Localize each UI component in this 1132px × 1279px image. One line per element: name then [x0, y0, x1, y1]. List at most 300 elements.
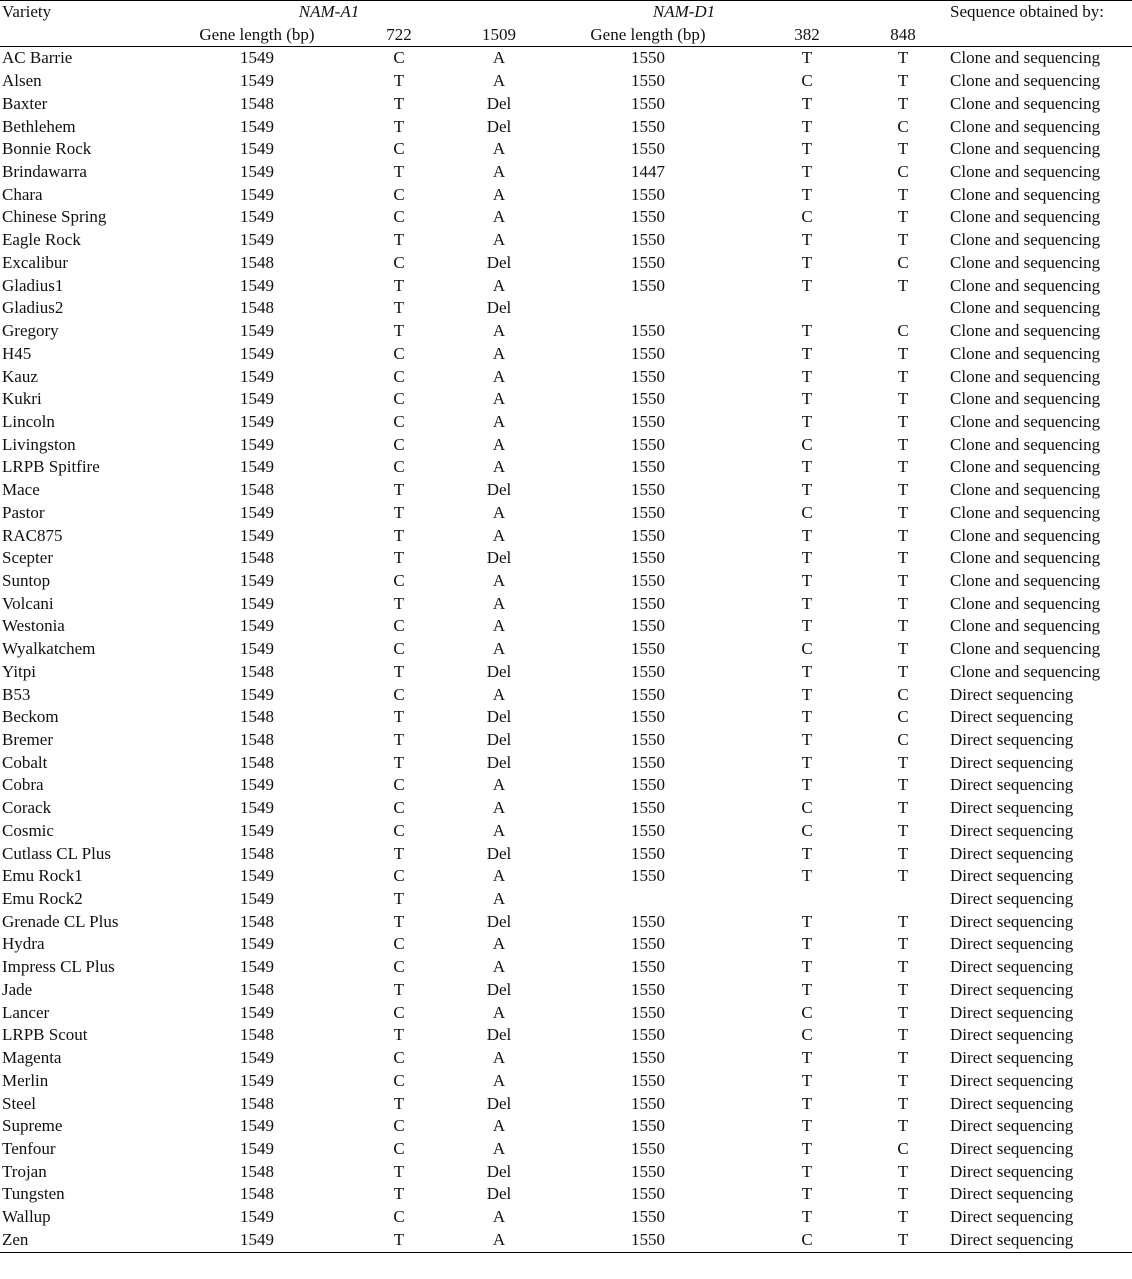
variety-cell: Bonnie Rock — [2, 139, 92, 159]
d1-gene-length-cell: 1550 — [631, 1207, 665, 1227]
sequence-method-cell: Clone and sequencing — [950, 411, 1101, 431]
d1-pos-848-cell: T — [897, 1025, 909, 1045]
d1-pos-382-cell — [758, 297, 856, 320]
variety-cell: Kukri — [2, 389, 42, 409]
d1-gene-length-cell: 1550 — [631, 480, 665, 500]
table-row — [0, 161, 1132, 184]
d1-pos-382-cell: C — [801, 1002, 813, 1022]
sequence-method-cell: Clone and sequencing — [950, 139, 1101, 159]
d1-pos-382-cell: T — [801, 775, 813, 795]
a1-pos-1509-cell: A — [492, 184, 506, 204]
sequence-method-cell: Clone and sequencing — [950, 298, 1101, 318]
table-row — [0, 1047, 1132, 1070]
d1-gene-length-cell: 1550 — [631, 1025, 665, 1045]
header-pos-722: 722 — [338, 24, 460, 47]
a1-gene-length-cell: 1549 — [240, 889, 274, 909]
a1-pos-722-cell: T — [393, 298, 405, 318]
table-row — [0, 661, 1132, 684]
variety-cell: Wallup — [2, 1207, 51, 1227]
a1-pos-1509-cell: A — [492, 411, 506, 431]
table-row — [0, 638, 1132, 661]
d1-pos-382-cell: C — [801, 502, 813, 522]
sequence-method-cell: Clone and sequencing — [950, 639, 1101, 659]
d1-gene-length-cell: 1550 — [631, 866, 665, 886]
a1-gene-length-cell: 1549 — [240, 957, 274, 977]
sequence-method-cell: Direct sequencing — [950, 1070, 1074, 1090]
a1-pos-722-cell: T — [393, 661, 405, 681]
table-row — [0, 888, 1132, 911]
variety-cell: Chara — [2, 184, 43, 204]
a1-gene-length-cell: 1549 — [240, 275, 274, 295]
sequence-method-cell: Clone and sequencing — [950, 71, 1101, 91]
a1-pos-1509-cell: A — [492, 775, 506, 795]
a1-gene-length-cell: 1548 — [240, 1184, 274, 1204]
d1-pos-848-cell: T — [897, 525, 909, 545]
d1-pos-382-cell: T — [801, 1161, 813, 1181]
a1-pos-722-cell: T — [393, 525, 405, 545]
d1-pos-848-cell: T — [897, 752, 909, 772]
header-blank — [950, 24, 1132, 47]
d1-pos-382-cell: T — [801, 843, 813, 863]
d1-gene-length-cell: 1550 — [631, 139, 665, 159]
d1-pos-382-cell: T — [801, 162, 813, 182]
d1-pos-848-cell: T — [897, 957, 909, 977]
sequence-method-cell: Clone and sequencing — [950, 525, 1101, 545]
a1-pos-722-cell: T — [393, 911, 405, 931]
variety-cell: LRPB Scout — [2, 1025, 88, 1045]
d1-pos-848-cell: C — [897, 116, 909, 136]
d1-pos-848-cell: T — [897, 548, 909, 568]
a1-pos-722-cell: C — [393, 434, 405, 454]
a1-gene-length-cell: 1548 — [240, 752, 274, 772]
header-gene-length-a1: Gene length (bp) — [176, 24, 338, 47]
sequence-method-cell: Direct sequencing — [950, 820, 1074, 840]
d1-pos-848-cell: T — [897, 230, 909, 250]
sequence-method-cell: Direct sequencing — [950, 1116, 1074, 1136]
a1-pos-722-cell: T — [338, 1229, 460, 1252]
sequence-method-cell: Direct sequencing — [950, 684, 1074, 704]
sequence-method-cell: Clone and sequencing — [950, 252, 1101, 272]
a1-pos-1509-cell: Del — [486, 116, 512, 136]
a1-gene-length-cell: 1549 — [240, 639, 274, 659]
variety-cell: Lancer — [2, 1002, 50, 1022]
d1-gene-length-cell: 1550 — [631, 389, 665, 409]
d1-pos-382-cell: T — [801, 593, 813, 613]
variety-cell: B53 — [2, 684, 31, 704]
variety-cell: Suntop — [2, 570, 51, 590]
d1-pos-382-cell: T — [801, 184, 813, 204]
a1-gene-length-cell: 1549 — [240, 798, 274, 818]
table-row — [0, 1070, 1132, 1093]
variety-cell: Cobra — [2, 775, 44, 795]
variety-cell: Corack — [2, 798, 52, 818]
d1-pos-382-cell: T — [801, 934, 813, 954]
d1-pos-382-cell: T — [801, 866, 813, 886]
a1-pos-722-cell: C — [393, 366, 405, 386]
a1-pos-1509-cell: A — [492, 48, 506, 68]
d1-gene-length-cell: 1550 — [631, 684, 665, 704]
table-row — [0, 252, 1132, 275]
table-row — [0, 297, 1132, 320]
d1-gene-length-cell: 1550 — [631, 570, 665, 590]
d1-pos-382-cell: T — [801, 979, 813, 999]
d1-pos-848-cell: T — [897, 71, 909, 91]
a1-gene-length-cell: 1549 — [240, 934, 274, 954]
sequence-method-cell: Clone and sequencing — [950, 457, 1101, 477]
a1-pos-1509-cell: A — [492, 639, 506, 659]
sequence-method-cell: Clone and sequencing — [950, 207, 1101, 227]
table-row — [0, 275, 1132, 298]
d1-pos-848-cell: T — [897, 866, 909, 886]
variety-cell: Magenta — [2, 1048, 62, 1068]
a1-pos-1509-cell: A — [492, 230, 506, 250]
d1-pos-848-cell: T — [897, 911, 909, 931]
d1-pos-848-cell: T — [897, 820, 909, 840]
sequence-method-cell: Clone and sequencing — [950, 570, 1101, 590]
a1-gene-length-cell: 1549 — [240, 48, 274, 68]
a1-gene-length-cell: 1549 — [240, 321, 274, 341]
d1-pos-382-cell: C — [801, 434, 813, 454]
d1-pos-382-cell: C — [801, 798, 813, 818]
sequence-method-cell: Direct sequencing — [950, 752, 1074, 772]
d1-pos-382-cell: T — [801, 1138, 813, 1158]
a1-pos-1509-cell: A — [492, 502, 506, 522]
a1-pos-1509-cell: Del — [486, 752, 512, 772]
a1-gene-length-cell: 1548 — [240, 1025, 274, 1045]
a1-gene-length-cell: 1549 — [240, 366, 274, 386]
d1-gene-length-cell: 1550 — [631, 1161, 665, 1181]
sequence-method-cell: Clone and sequencing — [950, 93, 1101, 113]
d1-gene-length-cell: 1550 — [631, 707, 665, 727]
d1-pos-848-cell: C — [897, 684, 909, 704]
d1-gene-length-cell: 1550 — [631, 184, 665, 204]
d1-gene-length-cell: 1550 — [631, 366, 665, 386]
a1-gene-length-cell: 1548 — [240, 548, 274, 568]
a1-gene-length-cell: 1549 — [240, 1116, 274, 1136]
sequence-method-cell: Clone and sequencing — [950, 480, 1101, 500]
d1-pos-848-cell: T — [897, 639, 909, 659]
variety-cell: Scepter — [2, 548, 53, 568]
variety-cell: Westonia — [2, 616, 65, 636]
sequence-method-cell: Clone and sequencing — [950, 184, 1101, 204]
sequence-method-cell: Direct sequencing — [950, 957, 1074, 977]
a1-pos-722-cell: C — [393, 1048, 405, 1068]
d1-pos-848-cell: T — [897, 434, 909, 454]
a1-pos-722-cell: C — [393, 1207, 405, 1227]
table-row — [0, 1229, 1132, 1252]
table-row — [0, 320, 1132, 343]
d1-pos-382-cell: T — [801, 343, 813, 363]
d1-pos-382-cell: T — [801, 684, 813, 704]
a1-gene-length-cell: 1548 — [240, 1093, 274, 1113]
d1-gene-length-cell: 1550 — [631, 252, 665, 272]
d1-pos-848-cell: C — [897, 321, 909, 341]
a1-pos-722-cell: C — [393, 48, 405, 68]
table-row — [0, 47, 1132, 70]
table-row — [0, 456, 1132, 479]
sequence-method-cell: Clone and sequencing — [950, 593, 1101, 613]
d1-pos-382-cell: T — [801, 1207, 813, 1227]
a1-gene-length-cell: 1549 — [240, 71, 274, 91]
a1-pos-1509-cell: A — [492, 570, 506, 590]
a1-pos-722-cell: T — [393, 730, 405, 749]
table-row — [0, 729, 1132, 752]
a1-pos-1509-cell: A — [492, 820, 506, 840]
a1-gene-length-cell: 1549 — [240, 411, 274, 431]
a1-gene-length-cell: 1548 — [240, 843, 274, 863]
sequence-method-cell: Direct sequencing — [950, 911, 1074, 931]
table-row — [0, 1206, 1132, 1229]
header-nam-d1: NAM-D1 — [538, 1, 950, 24]
d1-pos-382-cell: C — [801, 820, 813, 840]
d1-pos-848-cell: T — [897, 775, 909, 795]
d1-gene-length-cell: 1550 — [631, 616, 665, 636]
a1-pos-1509-cell: A — [492, 525, 506, 545]
d1-pos-848-cell: T — [897, 1093, 909, 1113]
d1-gene-length-cell: 1550 — [631, 775, 665, 795]
variety-cell: Gladius2 — [2, 298, 64, 318]
a1-pos-1509-cell: A — [492, 71, 506, 91]
variety-cell: Brindawarra — [2, 162, 87, 182]
a1-pos-722-cell: T — [393, 480, 405, 500]
a1-gene-length-cell: 1548 — [240, 707, 274, 727]
d1-pos-382-cell: T — [801, 548, 813, 568]
variety-cell: Supreme — [2, 1116, 63, 1136]
sequence-method-cell: Clone and sequencing — [950, 343, 1101, 363]
variety-cell: Emu Rock1 — [2, 866, 83, 886]
variety-cell: Eagle Rock — [2, 230, 81, 250]
d1-pos-382-cell: T — [801, 1116, 813, 1136]
a1-pos-722-cell: C — [393, 207, 405, 227]
variety-cell: Tenfour — [2, 1138, 56, 1158]
d1-pos-848-cell: T — [897, 139, 909, 159]
d1-gene-length-cell: 1550 — [631, 548, 665, 568]
d1-pos-848-cell: T — [897, 1207, 909, 1227]
d1-gene-length-cell: 1550 — [631, 752, 665, 772]
a1-pos-1509-cell: A — [492, 934, 506, 954]
a1-pos-722-cell: C — [393, 1002, 405, 1022]
variety-cell: RAC875 — [2, 525, 63, 545]
sequence-method-cell: Direct sequencing — [950, 1002, 1074, 1022]
a1-pos-722-cell: T — [393, 321, 405, 341]
a1-pos-722-cell: C — [393, 457, 405, 477]
sequence-method-cell: Direct sequencing — [950, 775, 1074, 795]
a1-gene-length-cell: 1549 — [240, 593, 274, 613]
a1-pos-1509-cell: A — [492, 207, 506, 227]
d1-gene-length-cell: 1550 — [631, 1070, 665, 1090]
d1-gene-length-cell: 1550 — [631, 593, 665, 613]
d1-pos-848-cell — [856, 888, 950, 911]
a1-pos-722-cell: T — [393, 979, 405, 999]
d1-pos-382-cell: T — [801, 252, 813, 272]
a1-pos-722-cell: T — [393, 162, 405, 182]
a1-gene-length-cell: 1548 — [240, 661, 274, 681]
d1-pos-848-cell: T — [897, 275, 909, 295]
d1-pos-848-cell: T — [897, 457, 909, 477]
a1-gene-length-cell: 1549 — [240, 1138, 274, 1158]
d1-pos-848-cell: T — [897, 184, 909, 204]
table-row — [0, 502, 1132, 525]
sequence-method-cell: Direct sequencing — [950, 1161, 1074, 1181]
table-row — [0, 1024, 1132, 1047]
table-row — [0, 1161, 1132, 1184]
variety-cell: Beckom — [2, 707, 59, 727]
a1-pos-1509-cell: A — [492, 343, 506, 363]
sequence-method-cell: Direct sequencing — [950, 934, 1074, 954]
variety-cell: Wyalkatchem — [2, 639, 96, 659]
d1-gene-length-cell: 1550 — [631, 71, 665, 91]
d1-gene-length-cell: 1550 — [631, 661, 665, 681]
a1-pos-1509-cell: Del — [486, 979, 512, 999]
a1-pos-1509-cell: A — [492, 1116, 506, 1136]
d1-pos-848-cell: T — [897, 616, 909, 636]
d1-pos-848-cell: T — [897, 389, 909, 409]
a1-pos-722-cell: T — [393, 752, 405, 772]
a1-pos-1509-cell: A — [492, 957, 506, 977]
d1-pos-848-cell: T — [897, 93, 909, 113]
d1-pos-382-cell: T — [801, 389, 813, 409]
d1-gene-length-cell: 1550 — [631, 457, 665, 477]
table-row — [0, 206, 1132, 229]
variety-cell: Impress CL Plus — [2, 957, 115, 977]
sequence-method-cell: Direct sequencing — [950, 979, 1074, 999]
a1-gene-length-cell: 1549 — [240, 343, 274, 363]
sequence-method-cell: Clone and sequencing — [950, 116, 1101, 136]
a1-pos-1509-cell: Del — [486, 252, 512, 272]
d1-gene-length-cell: 1550 — [631, 116, 665, 136]
header-pos-848: 848 — [856, 24, 950, 47]
sequence-method-cell: Direct sequencing — [950, 1025, 1074, 1045]
d1-pos-848-cell: T — [897, 502, 909, 522]
d1-gene-length-cell: 1550 — [631, 820, 665, 840]
a1-pos-1509-cell: Del — [486, 480, 512, 500]
d1-pos-848-cell: C — [897, 1138, 909, 1158]
variety-cell: Excalibur — [2, 252, 69, 272]
variety-cell: Trojan — [2, 1161, 47, 1181]
header-gene-length-d1: Gene length (bp) — [538, 24, 758, 47]
a1-gene-length-cell: 1549 — [240, 207, 274, 227]
a1-pos-1509-cell: Del — [486, 1025, 512, 1045]
d1-pos-382-cell: T — [801, 230, 813, 250]
a1-gene-length-cell: 1548 — [240, 298, 274, 318]
a1-gene-length-cell: 1549 — [240, 1002, 274, 1022]
d1-gene-length-cell: 1550 — [631, 979, 665, 999]
a1-pos-722-cell: T — [393, 843, 405, 863]
a1-pos-722-cell: C — [393, 957, 405, 977]
a1-gene-length-cell: 1548 — [240, 480, 274, 500]
table-row — [0, 479, 1132, 502]
variety-cell: Yitpi — [2, 661, 37, 681]
a1-pos-1509-cell: A — [492, 1002, 506, 1022]
a1-pos-722-cell: C — [393, 252, 405, 272]
d1-pos-848-cell: T — [897, 207, 909, 227]
sequence-method-cell: Direct sequencing — [950, 1207, 1074, 1227]
d1-gene-length-cell: 1550 — [631, 230, 665, 250]
d1-pos-382-cell: T — [801, 570, 813, 590]
d1-pos-382-cell: T — [801, 139, 813, 159]
a1-pos-722-cell: C — [393, 343, 405, 363]
d1-pos-848-cell: T — [897, 1116, 909, 1136]
d1-gene-length-cell: 1550 — [631, 411, 665, 431]
variety-cell: Grenade CL Plus — [2, 911, 119, 931]
d1-pos-382-cell: T — [801, 707, 813, 727]
variety-cell: LRPB Spitfire — [2, 457, 100, 477]
table-row — [0, 366, 1132, 389]
d1-pos-848-cell: C — [897, 162, 909, 182]
a1-pos-1509-cell: A — [492, 275, 506, 295]
a1-pos-1509-cell: A — [492, 366, 506, 386]
a1-gene-length-cell: 1548 — [240, 730, 274, 749]
table-row — [0, 820, 1132, 843]
a1-pos-722-cell: T — [393, 707, 405, 727]
d1-pos-382-cell: T — [801, 1093, 813, 1113]
d1-pos-848-cell: T — [897, 411, 909, 431]
variety-cell: Alsen — [2, 71, 42, 91]
a1-gene-length-cell: 1549 — [240, 1048, 274, 1068]
table-row — [0, 684, 1132, 707]
variety-cell: Cutlass CL Plus — [2, 843, 111, 863]
sequence-method-cell: Clone and sequencing — [950, 162, 1101, 182]
variety-cell: Cobalt — [2, 752, 48, 772]
table-row — [0, 843, 1132, 866]
sequence-method-cell: Clone and sequencing — [950, 275, 1101, 295]
table-row — [0, 388, 1132, 411]
a1-pos-1509-cell: A — [492, 866, 506, 886]
a1-pos-722-cell: T — [393, 275, 405, 295]
d1-gene-length-cell: 1447 — [631, 162, 665, 182]
d1-gene-length-cell: 1550 — [631, 502, 665, 522]
a1-gene-length-cell: 1548 — [240, 93, 274, 113]
a1-pos-1509-cell: A — [492, 1207, 506, 1227]
d1-gene-length-cell: 1550 — [631, 48, 665, 68]
d1-pos-382-cell: T — [801, 366, 813, 386]
a1-gene-length-cell: 1549 — [240, 616, 274, 636]
variety-cell: Tungsten — [2, 1184, 65, 1204]
a1-pos-722-cell: C — [393, 775, 405, 795]
a1-pos-722-cell: C — [393, 820, 405, 840]
a1-pos-722-cell: C — [393, 184, 405, 204]
a1-pos-722-cell: T — [393, 1161, 405, 1181]
a1-gene-length-cell: 1548 — [240, 911, 274, 931]
variety-cell: Jade — [2, 979, 33, 999]
a1-pos-1509-cell: A — [492, 321, 506, 341]
a1-pos-722-cell: T — [393, 889, 405, 909]
variety-cell: H45 — [2, 343, 32, 363]
table-row — [0, 774, 1132, 797]
a1-pos-1509-cell: Del — [486, 661, 512, 681]
d1-pos-382-cell: T — [801, 457, 813, 477]
d1-pos-848-cell: T — [897, 798, 909, 818]
variety-cell: Baxter — [2, 93, 48, 113]
d1-gene-length-cell: 1550 — [631, 1093, 665, 1113]
a1-gene-length-cell: 1549 — [240, 162, 274, 182]
a1-pos-1509-cell: A — [492, 889, 506, 909]
table-row — [0, 93, 1132, 116]
d1-pos-382-cell: T — [801, 93, 813, 113]
d1-pos-382-cell: T — [801, 957, 813, 977]
a1-gene-length-cell: 1548 — [240, 252, 274, 272]
a1-pos-722-cell: C — [393, 866, 405, 886]
a1-pos-722-cell: C — [393, 389, 405, 409]
table-row — [0, 797, 1132, 820]
variety-cell: Steel — [2, 1093, 36, 1113]
table-row — [0, 1115, 1132, 1138]
header-sequence-obtained-by: Sequence obtained by: — [950, 1, 1132, 24]
d1-pos-848-cell: T — [897, 661, 909, 681]
table-row — [0, 434, 1132, 457]
table-row — [0, 411, 1132, 434]
a1-gene-length-cell: 1549 — [240, 116, 274, 136]
